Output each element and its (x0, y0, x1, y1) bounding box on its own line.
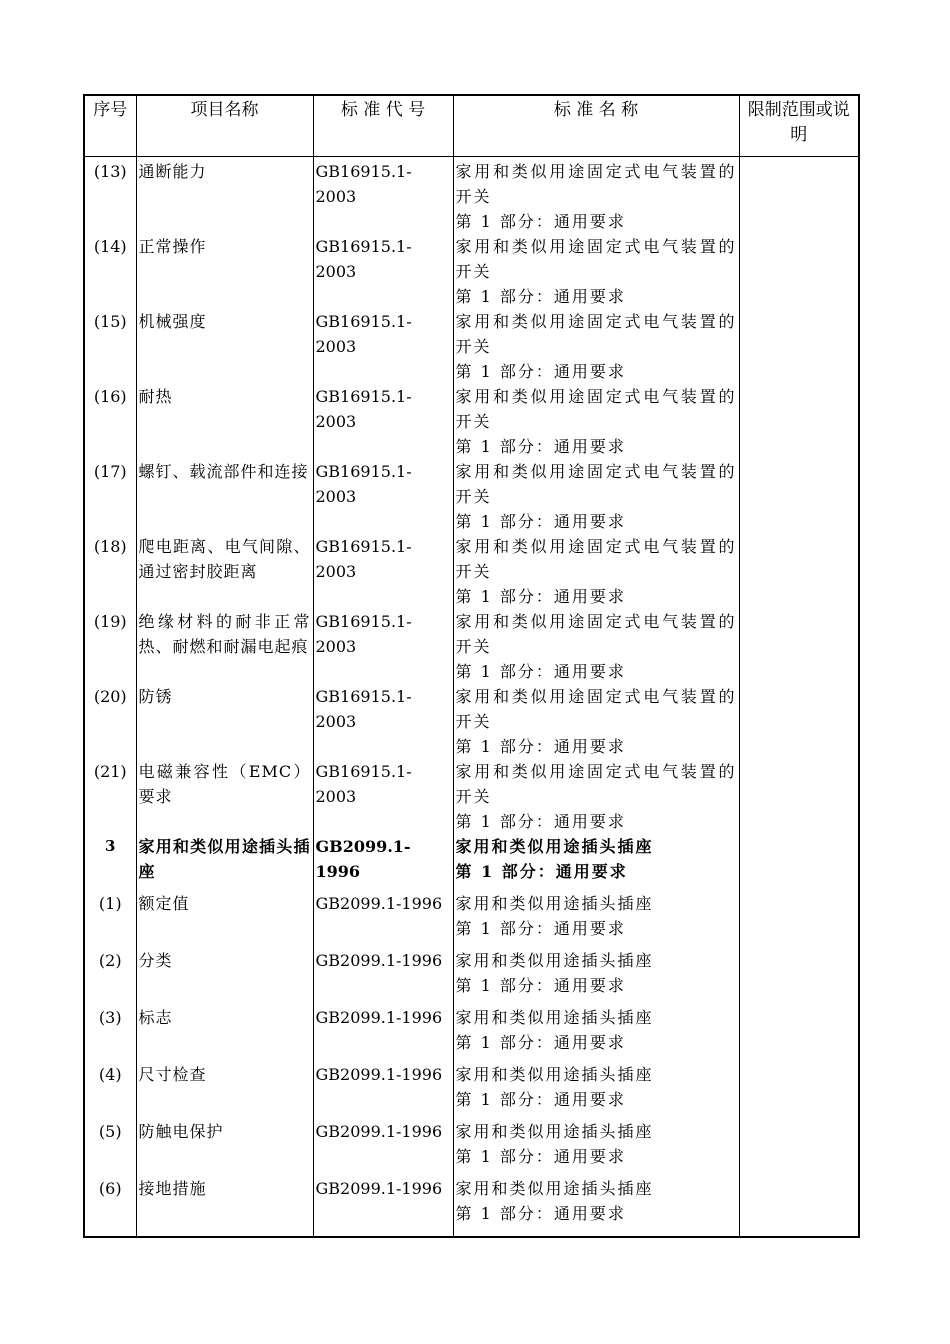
section-limit (739, 834, 859, 891)
row-limit (739, 234, 859, 309)
standard-part: 第 1 部分：通用要求 (455, 1204, 626, 1223)
row-item: 绝缘材料的耐非正常热、耐燃和耐漏电起痕 (136, 609, 313, 684)
row-limit (739, 459, 859, 534)
row-code: GB2099.1-1996 (313, 891, 453, 948)
row-seq: (2) (84, 948, 136, 1005)
standard-title: 家用和类似用途固定式电气装置的开关 (455, 762, 737, 806)
table-row (84, 1119, 859, 1176)
row-code: GB16915.1-2003 (313, 459, 453, 534)
row-code: GB2099.1-1996 (313, 1005, 453, 1062)
standard-part: 第 1 部分：通用要求 (455, 287, 626, 306)
header-name: 标 准 名 称 (453, 95, 739, 157)
row-code: GB16915.1-2003 (313, 157, 453, 235)
row-item: 螺钉、载流部件和连接 (136, 459, 313, 534)
standard-title: 家用和类似用途固定式电气装置的开关 (455, 162, 737, 206)
standard-part: 第 1 部分：通用要求 (455, 737, 626, 756)
table-row (84, 1062, 859, 1119)
header-item: 项目名称 (136, 95, 313, 157)
row-standard (453, 309, 739, 384)
section-code: GB2099.1-1996 (313, 834, 453, 891)
standard-part: 第 1 部分：通用要求 (455, 437, 626, 456)
row-standard (453, 384, 739, 459)
standard-title: 家用和类似用途固定式电气装置的开关 (455, 537, 737, 581)
row-seq: (21) (84, 759, 136, 834)
table-row (84, 759, 859, 834)
row-limit (739, 891, 859, 948)
table-row (84, 459, 859, 534)
row-limit (739, 759, 859, 834)
row-standard (453, 234, 739, 309)
row-limit (739, 948, 859, 1005)
row-item: 防锈 (136, 684, 313, 759)
row-limit (739, 1005, 859, 1062)
row-limit (739, 157, 859, 235)
row-code: GB16915.1-2003 (313, 609, 453, 684)
row-seq: (17) (84, 459, 136, 534)
row-code: GB16915.1-2003 (313, 234, 453, 309)
standards-table (83, 94, 860, 1238)
section-item: 家用和类似用途插头插座 (136, 834, 313, 891)
row-item: 接地措施 (136, 1176, 313, 1237)
standard-part: 第 1 部分：通用要求 (455, 362, 626, 381)
row-standard (453, 1062, 739, 1119)
row-standard (453, 534, 739, 609)
row-limit (739, 309, 859, 384)
section-seq: 3 (84, 834, 136, 891)
standard-part: 第 1 部分：通用要求 (455, 1147, 626, 1166)
row-code: GB16915.1-2003 (313, 534, 453, 609)
standard-part: 第 1 部分：通用要求 (455, 512, 626, 531)
standard-part: 第 1 部分：通用要求 (455, 662, 626, 681)
section-row (84, 834, 859, 891)
row-item: 爬电距离、电气间隙、通过密封胶距离 (136, 534, 313, 609)
table-row (84, 684, 859, 759)
standard-part: 第 1 部分：通用要求 (455, 976, 626, 995)
row-seq: (6) (84, 1176, 136, 1237)
row-item: 分类 (136, 948, 313, 1005)
row-limit (739, 1119, 859, 1176)
row-code: GB2099.1-1996 (313, 1119, 453, 1176)
table-row (84, 534, 859, 609)
row-seq: (15) (84, 309, 136, 384)
table-row (84, 1005, 859, 1062)
row-code: GB16915.1-2003 (313, 309, 453, 384)
standard-title: 家用和类似用途固定式电气装置的开关 (455, 687, 737, 731)
row-standard (453, 1176, 739, 1237)
table-row (84, 157, 859, 235)
row-seq: (3) (84, 1005, 136, 1062)
standard-title: 家用和类似用途固定式电气装置的开关 (455, 312, 737, 356)
row-code: GB2099.1-1996 (313, 1176, 453, 1237)
standard-title: 家用和类似用途插头插座 (455, 837, 654, 856)
row-seq: (19) (84, 609, 136, 684)
section-standard (453, 834, 739, 891)
standard-part: 第 1 部分：通用要求 (455, 587, 626, 606)
row-item: 额定值 (136, 891, 313, 948)
row-limit (739, 1062, 859, 1119)
header-limit: 限制范围或说明 (739, 95, 859, 157)
row-item: 机械强度 (136, 309, 313, 384)
table-row (84, 891, 859, 948)
standard-part: 第 1 部分：通用要求 (455, 212, 626, 231)
row-code: GB2099.1-1996 (313, 1062, 453, 1119)
row-limit (739, 384, 859, 459)
standard-title: 家用和类似用途固定式电气装置的开关 (455, 612, 737, 656)
table-row (84, 234, 859, 309)
standard-title: 家用和类似用途插头插座 (455, 1179, 654, 1198)
row-code: GB16915.1-2003 (313, 384, 453, 459)
standard-part: 第 1 部分：通用要求 (455, 1033, 626, 1052)
standard-title: 家用和类似用途插头插座 (455, 951, 654, 970)
standard-title: 家用和类似用途固定式电气装置的开关 (455, 387, 737, 431)
table-row (84, 609, 859, 684)
standard-title: 家用和类似用途插头插座 (455, 1122, 654, 1141)
row-standard (453, 157, 739, 235)
row-seq: (5) (84, 1119, 136, 1176)
row-standard (453, 609, 739, 684)
row-standard (453, 1005, 739, 1062)
standard-title: 家用和类似用途插头插座 (455, 894, 654, 913)
row-seq: (20) (84, 684, 136, 759)
header-code: 标 准 代 号 (313, 95, 453, 157)
standard-title: 家用和类似用途固定式电气装置的开关 (455, 237, 737, 281)
row-seq: (4) (84, 1062, 136, 1119)
table-row (84, 948, 859, 1005)
row-standard (453, 759, 739, 834)
row-seq: (14) (84, 234, 136, 309)
row-standard (453, 1119, 739, 1176)
row-code: GB16915.1-2003 (313, 684, 453, 759)
row-item: 耐热 (136, 384, 313, 459)
row-limit (739, 684, 859, 759)
row-item: 防触电保护 (136, 1119, 313, 1176)
row-item: 标志 (136, 1005, 313, 1062)
row-code: GB2099.1-1996 (313, 948, 453, 1005)
table-row (84, 1176, 859, 1237)
row-standard (453, 684, 739, 759)
standard-part: 第 1 部分：通用要求 (455, 1090, 626, 1109)
row-item: 电磁兼容性（EMC）要求 (136, 759, 313, 834)
standard-title: 家用和类似用途插头插座 (455, 1065, 654, 1084)
row-item: 正常操作 (136, 234, 313, 309)
row-item: 尺寸检查 (136, 1062, 313, 1119)
table-row (84, 384, 859, 459)
table-header-row (84, 95, 859, 157)
row-item: 通断能力 (136, 157, 313, 235)
standard-title: 家用和类似用途插头插座 (455, 1008, 654, 1027)
table-row (84, 309, 859, 384)
row-code: GB16915.1-2003 (313, 759, 453, 834)
row-limit (739, 1176, 859, 1237)
row-limit (739, 534, 859, 609)
row-standard (453, 891, 739, 948)
standard-part: 第 1 部分：通用要求 (455, 862, 628, 881)
row-standard (453, 948, 739, 1005)
row-seq: (18) (84, 534, 136, 609)
row-limit (739, 609, 859, 684)
row-seq: (13) (84, 157, 136, 235)
row-seq: (16) (84, 384, 136, 459)
standard-title: 家用和类似用途固定式电气装置的开关 (455, 462, 737, 506)
row-seq: (1) (84, 891, 136, 948)
standard-part: 第 1 部分：通用要求 (455, 919, 626, 938)
row-standard (453, 459, 739, 534)
standard-part: 第 1 部分：通用要求 (455, 812, 626, 831)
header-seq: 序号 (84, 95, 136, 157)
